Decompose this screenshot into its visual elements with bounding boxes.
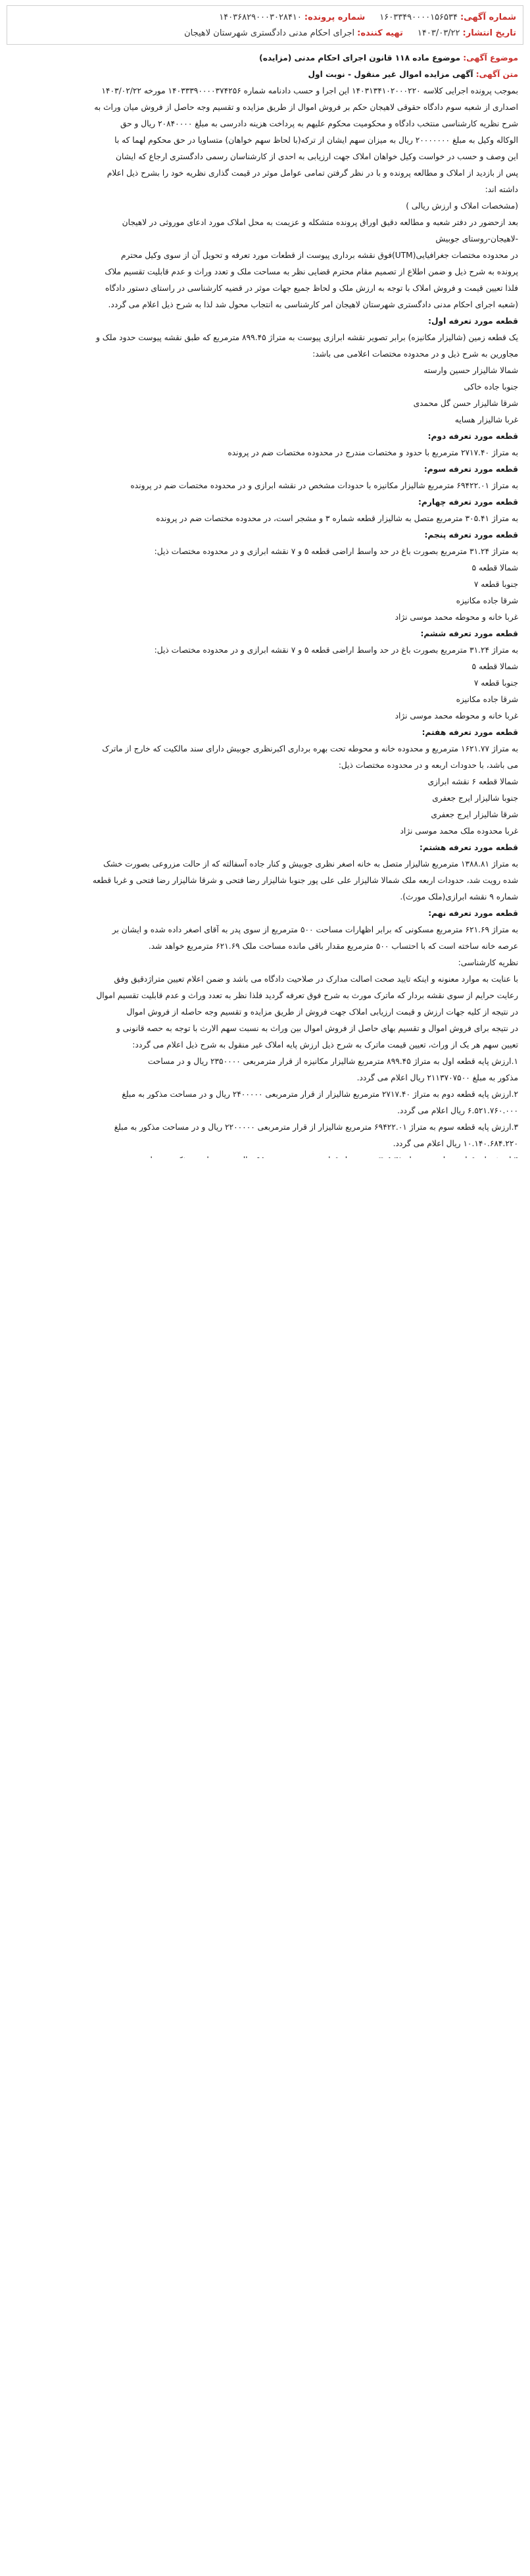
ad-number-value: ۱۶۰۳۳۴۹۰۰۰۰۱۵۶۵۳۴ [379,13,458,22]
publish-date [418,26,516,41]
ad-text-line: یک قطعه زمین (شالیزار مکانیزه) برابر تصویر نقشه ابرازی پیوست به متراژ ۸۹۹.۴۵ مترمربع که طبق نقشه پیوست حدود ملک و [96,333,518,342]
issuer-value: اجرای احکام مدنی دادگستری شهرستان لاهیجان [184,28,355,38]
publish-date-label: تاریخ انتشار: [462,28,516,38]
ad-text-line: ۲.ارزش پایه قطعه دوم به متراژ ۲۷۱۷.۴۰ مترمربع شالیزار از قرار مترمربعی ۲۴۰۰۰۰۰ ریال و در مساحت مذکور به مبلغ [122,1090,518,1099]
ad-text-line: شمالا قطعه ۵ [471,563,518,572]
issuer-label: تهیه کننده: [357,28,403,38]
ad-text-line: ۳.ارزش پایه قطعه سوم به متراژ ۶۹۴۲۲.۰۱ مترمربع شالیزار از قرار مترمربعی ۲۲۰۰۰۰۰ ریال و در مساحت مذکور به مبلغ [114,1123,518,1132]
ad-text-line: بعد ازحضور در دفتر شعبه و مطالعه دقیق اوراق پرونده متشکله و عزیمت به محل املاک مورد ادعای موروثی در لاهیجان [122,218,518,227]
meta-row-bottom [14,26,516,41]
empty-area [0,1158,530,2576]
ad-text-line: فلذا تعیین قیمت و فروش املاک با توجه به ارزش ملک و لحاظ جمیع جهات موثر در قضیه کارشناسی در راستای دستور دادگاه [105,284,518,293]
issuer [184,26,403,41]
ad-page [0,0,530,1158]
ad-text-line: به متراژ ۲۷۱۷.۴۰ مترمربع با حدود و مختصات مندرج در محدوده مختصات ضم در پرونده [228,448,518,457]
ad-text-line: به متراژ ۳۰۵.۴۱ مترمربع متصل به شالیزار قطعه شماره ۳ و مشجر است، در محدوده مختصات ضم در پرونده [156,514,518,523]
ad-field-value: آگهی مزایده اموال غیر منقول - نوبت اول [308,70,473,79]
ad-text-line: شرقا جاده مکانیزه [456,695,518,704]
ad-text-line: (مشخصات املاک و ارزش ریالی ) [406,201,518,211]
ad-text-line: جنوبا جاده خاکی [464,382,518,391]
ad-field-value: موضوع ماده ۱۱۸ قانون اجرای احکام مدنی (مزایده) [259,53,461,63]
ad-text-line: عرصه خانه ساخته است که با احتساب ۵۰۰ مترمربع مقدار باقی مانده مساحت ملک ۶۲۱.۶۹ مترمربع خواهد شد. [148,942,518,951]
ad-text-line: غربا محدوده ملک محمد موسی نژاد [400,826,518,836]
ad-text-line: بموجب پرونده اجرایی کلاسه ۱۴۰۳۱۳۴۱۰۲۰۰۰۲۲۰ این اجرا و حسب دادنامه شماره ۱۴۰۳۳۳۹۰۰۰۰۳۷۴۲۵۶ مورخه ۱۴۰۳/۰۲/۲۲ [101,86,518,95]
letter-number-label: شماره پرونده: [304,13,366,22]
ad-text-line: به متراژ ۶۹۴۲۲.۰۱ مترمربع شالیزار مکانیزه با حدودات مشخص در نقشه ابرازی و در محدوده مختصات ضم در پرونده [130,481,518,490]
section-heading: قطعه مورد تعرفه هشتم: [420,843,518,852]
ad-text-line: غربا شالیزار هسایه [454,415,518,424]
ad-text-line: شمالا قطعه ۶ نقشه ابرازی [427,777,518,786]
ad-text-line: به متراژ ۳۱.۲۴ مترمربع بصورت باغ در حد واسط اراضی قطعه ۵ و ۷ نقشه ابرازی و در محدوده مختصات ذیل: [154,645,518,655]
ad-text-line: غربا خانه و محوطه محمد موسی نژاد [395,613,518,622]
ad-text-line: (شعبه اجرای احکام مدنی دادگستری شهرستان لاهیجان امر کارشناسی به انتجاب محول شد لذا به شرح ذیل اعلام می گردد. [108,300,518,309]
ad-text-line: پس از بازدید از املاک و مطالعه پرونده و با در نظر گرفتن تمامی عوامل موثر در قیمت گذاری نظریه خود را بشرح ذیل اعلام [107,168,518,178]
ad-text-line: این وصف و حسب در خواست وکیل خواهان املاک جهت ارزیابی به احدی از کارشناسان رسمی دادگستری ارجاع که ایشان [116,152,518,161]
ad-text-line: جنوبا قطعه ۷ [473,580,518,589]
ad-text-line: شمالا شالیزار حسین وارسته [423,366,518,375]
ad-text-line: شرقا شالیزار ایرج جعفری [431,810,518,819]
ad-text-line: با عنایت به موارد معنونه و اینکه تایید صحت اصالت مدارک در صلاحیت دادگاه می باشد و ضمن اعلام تعیین متراژدقیق وفق [114,974,518,984]
ad-text-line: پرونده به شرح ذیل و ضمن اطلاع از تصمیم مقام محترم قضایی نظر به مساحت ملک و تعدد وراث و عدم قابلیت تقسیم ملاک [105,267,518,276]
ad-text-line: رعایت حرایم از سوی نقشه بردار که ماترک مورث به شرح فوق تعرفه گردید فلذا نظر به تعدد وراث و عدم قابلیت تقسیم اموال [96,991,518,1000]
ad-field-line [12,66,518,83]
ad-text-line: به متراژ ۱۳۸۸.۸۱ مترمربع شالیزار متصل به خانه اصغر نظری جوبیش و کنار جاده آسفالته که از حالت مزروعی بصورت خشک [103,859,518,869]
ad-text-line: اصداری از شعبه سوم دادگاه حقوقی لاهیجان حکم بر فروش اموال از طریق مزایده و تقسیم وجه حاصل از فروش میان وراث به [94,103,518,112]
ad-text-line: الوکاله وکیل به مبلغ ۲۰۰۰۰۰۰۰ ریال به میزان سهم ایشان از ترکه(با لحاظ سهم خواهان) متساویا در حق محکوم لهما که با [114,136,518,145]
ad-text-line: ۱۰.۱۴۰.۶۸۴.۲۲۰ ریال اعلام می گردد. [393,1139,518,1148]
ad-text-line: نظریه کارشناسی: [458,958,518,967]
ad-text-line: جنوبا قطعه ۷ [473,678,518,688]
publish-date-value: ۱۴۰۳/۰۳/۲۲ [417,28,460,38]
ad-text-line: در نتیجه از کلیه جهات ارزش و قیمت ارزیابی املاک جهت فروش از طریق مزایده و تقسیم وجه حاصله از فروش اموال [126,1007,518,1017]
section-heading: قطعه مورد تعرفه هفتم: [422,728,518,737]
ad-text-line: -لاهیجان-روستای جوبیش [435,234,518,243]
ad-text-line: جنوبا شالیزار ایرج جعفری [432,794,518,803]
ad-text-line: غربا خانه و محوطه محمد موسی نژاد [395,711,518,720]
ad-text-line: شده رویت شد، حدودات اربعه ملک شمالا شالیزار علی علی پور جنوبا شالیزار رضا فتحی و شرقا شالیزار رضا فتحی و غربا قطعه [92,876,518,885]
ad-number [379,10,516,26]
letter-number-value: ۱۴۰۳۶۸۲۹۰۰۰۳۰۲۸۴۱۰ [219,13,302,22]
ad-text-line: داشته اند: [485,185,518,194]
section-heading: قطعه مورد تعرفه ششم: [420,629,518,638]
ad-number-label: شماره آگهی: [460,13,516,22]
ad-meta-header [7,5,523,45]
section-heading: قطعه مورد تعرفه نهم: [428,909,518,918]
ad-text-line: شرح نظریه کارشناسی منتخب دادگاه و محکومیت محکوم علیهم به پرداخت هزینه دادرسی به مبلغ ۲۰۸۴۰۰۰۰ ریال و حق [120,119,518,128]
letter-number [219,10,365,26]
ad-text-line: در نتیجه برای فروش اموال و تقسیم بهای حاصل از فروش اموال بین وراث به نسبت سهم الارث با توجه به حصه قانونی و [116,1024,518,1033]
section-heading: قطعه مورد تعرفه اول: [428,316,518,326]
ad-field-line [12,50,518,66]
ad-text-line: ۱.ارزش پایه قطعه اول به متراژ ۸۹۹.۴۵ مترمربع شالیزار مکانیزه از قرار مترمربعی ۲۳۵۰۰۰۰ ریال و در مساحت [147,1057,518,1066]
ad-text-line: مجاورین به شرح ذیل و در محدوده مختصات اعلامی می باشد: [312,349,518,359]
section-heading: قطعه مورد تعرفه دوم: [427,432,518,441]
ad-text-line: ۶.۵۲۱.۷۶۰.۰۰۰ ریال اعلام می گردد. [397,1106,518,1115]
ad-text-line: به متراژ ۳۱.۲۴ مترمربع بصورت باغ در حد واسط اراضی قطعه ۵ و ۷ نقشه ابرازی و در محدوده مختصات ذیل: [154,547,518,556]
ad-text-line: به متراژ ۱۶۲۱.۷۷ مترمربع و محدوده خانه و محوطه تحت بهره برداری اکبرنظری جوبیش دارای سند مالکیت که خارج از ماترک [102,744,518,753]
section-heading: قطعه مورد تعرفه سوم: [423,465,518,474]
ad-text-line: شماره ۹ نقشه ابرازی(ملک مورث). [400,892,518,901]
ad-text-line: مذکور به مبلغ ۲۱۱۳۷۰۷۵۰۰ ریال اعلام می گردد. [356,1073,518,1082]
ad-text-line: در محدوده مختصات جغرافیایی(UTM)فوق نقشه برداری پیوست از قطعات مورد تعرفه و تحویل آن از سوی وکیل محترم [121,251,518,260]
meta-row-top [14,10,516,26]
ad-text-line: شمالا قطعه ۵ [471,662,518,671]
ad-field-label: موضوع آگهی: [463,53,518,63]
ad-text-line: شرقا شالیزار حسن گل محمدی [413,399,518,408]
section-heading: قطعه مورد تعرفه چهارم: [418,497,518,507]
ad-text-line: تعیین سهم هر یک از وراث، تعیین قیمت ماترک به شرح ذیل ارزش پایه املاک غیر منقول به شرح ذیل اعلام می گردد: [132,1040,518,1049]
section-heading: قطعه مورد تعرفه پنجم: [424,530,518,540]
ad-text-line: شرقا جاده مکانیزه [456,596,518,605]
ad-text-line: به متراژ ۶۲۱.۶۹ مترمربع مسکونی که برابر اظهارات مساحت ۵۰۰ مترمربع از سوی پدر به آقای اصغر داده شده و ایشان بر [112,925,518,934]
ad-text-line: می باشد، با حدودات اربعه و در محدوده مختصات ذیل: [338,761,518,770]
ad-field-label: متن آگهی: [475,70,518,79]
